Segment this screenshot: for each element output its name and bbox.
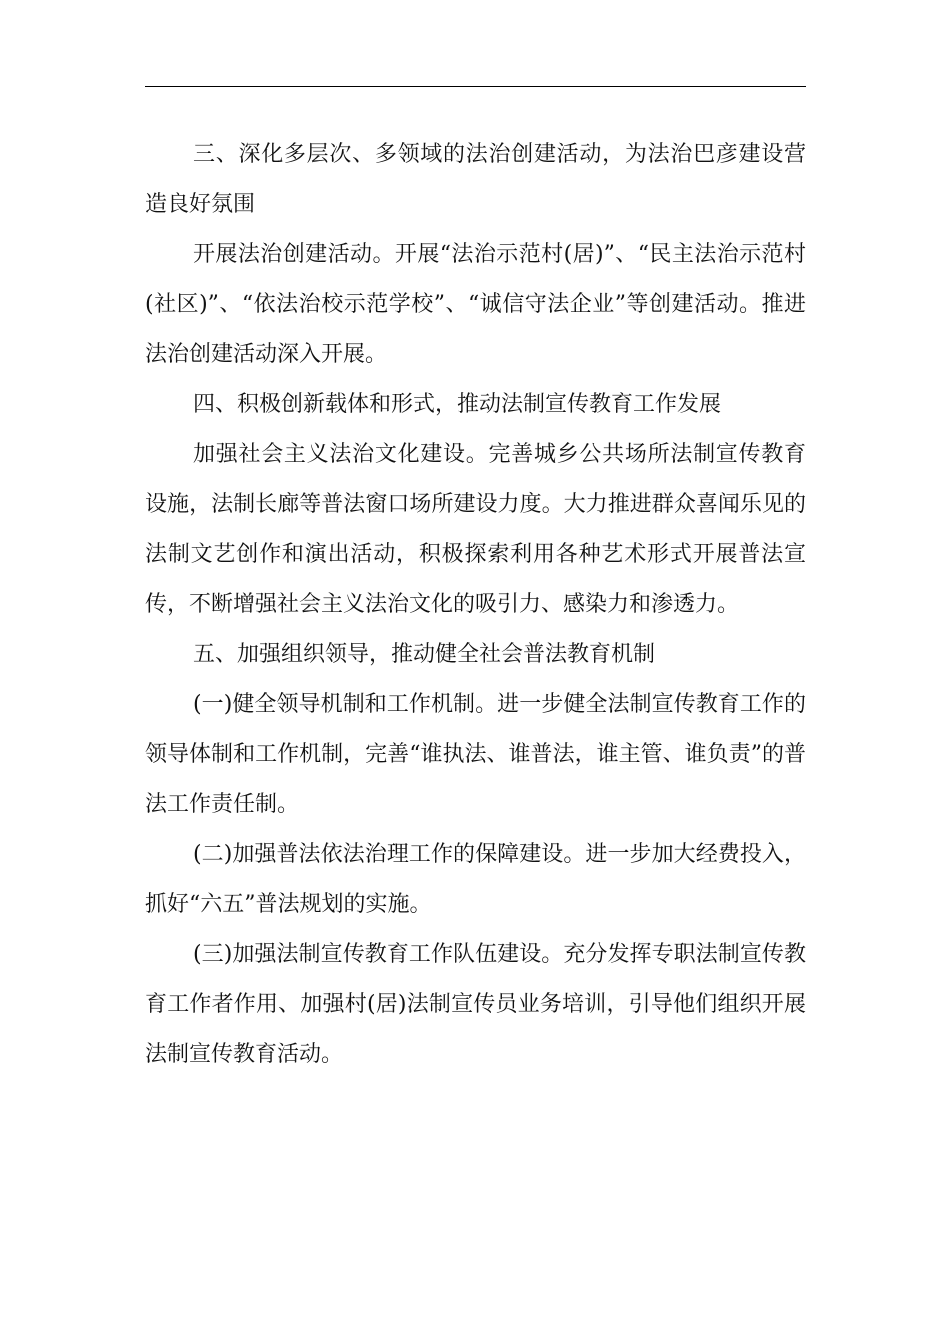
header-rule bbox=[145, 86, 806, 87]
paragraph: 开展法治创建活动。开展“法治示范村(居)”、“民主法治示范村(社区)”、“依法治校示范学校”、“诚信守法企业”等创建活动。推进法治创建活动深入开展。 bbox=[145, 242, 806, 367]
section-heading-4: 四、积极创新载体和形式，推动法制宣传教育工作发展 bbox=[193, 392, 722, 417]
paragraph: 加强社会主义法治文化建设。完善城乡公共场所法制宣传教育设施，法制长廊等普法窗口场所建设力度。大力推进群众喜闻乐见的法制文艺创作和演出活动，积极探索利用各种艺术形式开展普法宣传，不断增强社会主义法治文化的吸引力、感染力和渗透力。 bbox=[145, 442, 806, 617]
document-body bbox=[145, 130, 806, 1080]
section-heading-5: 五、加强组织领导，推动健全社会普法教育机制 bbox=[193, 642, 656, 667]
paragraph: (三)加强法制宣传教育工作队伍建设。充分发挥专职法制宣传教育工作者作用、加强村(居)法制宣传员业务培训，引导他们组织开展法制宣传教育活动。 bbox=[145, 942, 806, 1067]
paragraph: (一)健全领导机制和工作机制。进一步健全法制宣传教育工作的领导体制和工作机制，完善“谁执法、谁普法，谁主管、谁负责”的普法工作责任制。 bbox=[145, 692, 806, 817]
paragraph: (二)加强普法依法治理工作的保障建设。进一步加大经费投入，抓好“六五”普法规划的实施。 bbox=[145, 842, 806, 917]
section-heading-3: 三、深化多层次、多领域的法治创建活动，为法治巴彦建设营造良好氛围 bbox=[145, 142, 806, 217]
